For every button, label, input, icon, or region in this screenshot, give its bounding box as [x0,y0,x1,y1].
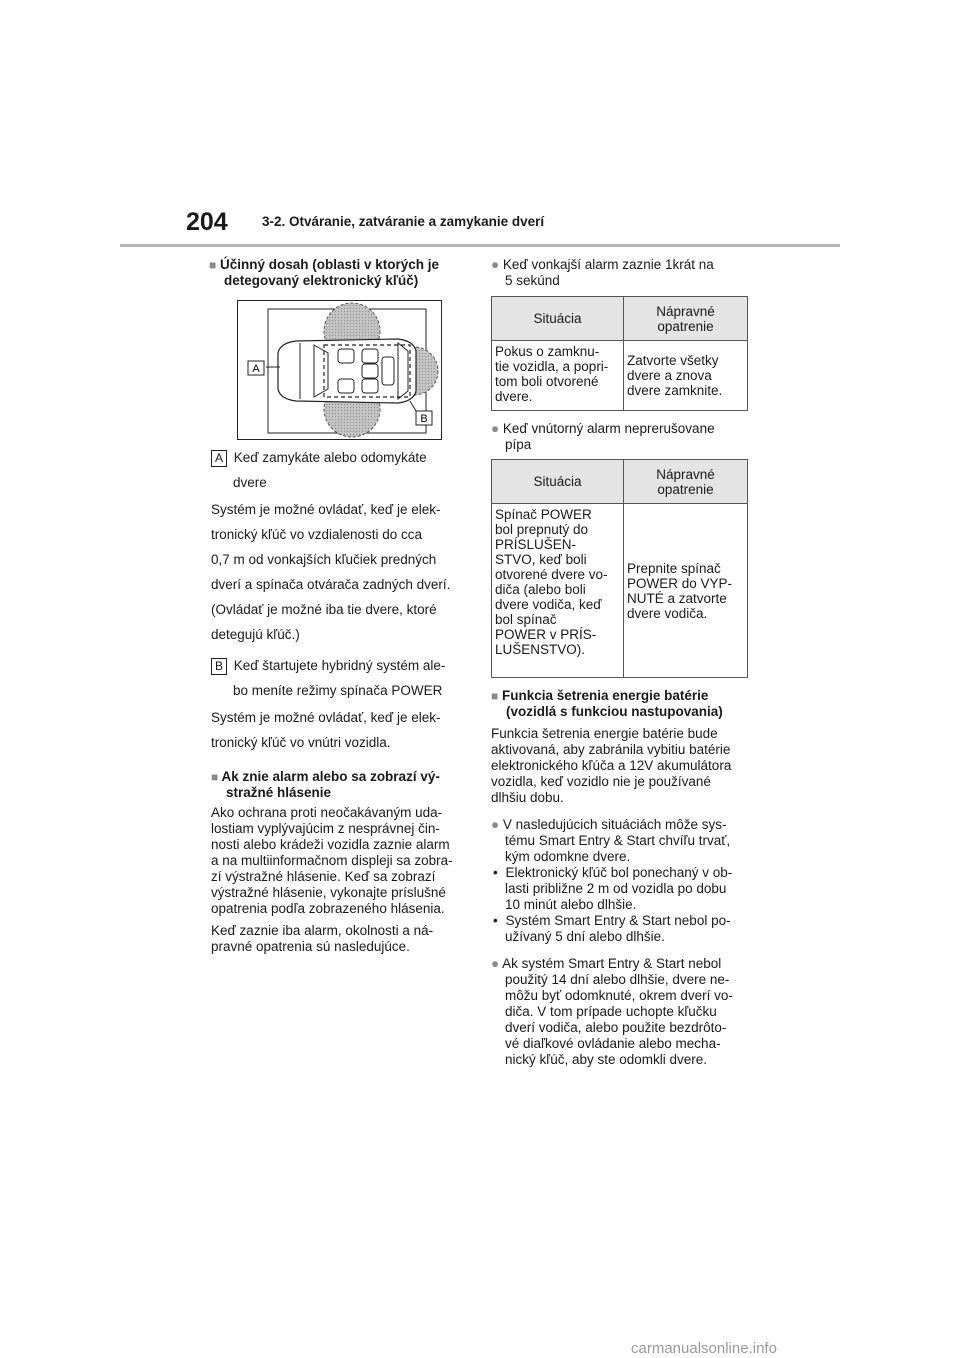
header-rule [120,244,840,247]
dash-item-not-used: • Systém Smart Entry & Start nebol po- užívaný 5 dní alebo dlhšie. [493,913,731,944]
car-top-view-diagram [238,301,441,439]
square-bullet-icon: ■ [209,258,217,272]
left-column [209,257,469,289]
table-header-remedy: Nápravné opatrenie [624,460,748,504]
circle-bullet-icon: ● [491,257,500,272]
item-a: A Keď zamykáte alebo odomykáte dvere [211,445,473,495]
item-b-body: Systém je možné ovládať, keď je elek- tronický kľúč vo vnútri vozidla. [211,710,441,750]
figure-label-b: B [420,413,428,425]
alarm-paragraph-2: Keď zaznie iba alarm, okolnosti a ná- pravné opatrenia sú nasledujúce. [211,923,434,954]
section-heading-range: ■ Účinný dosah (oblasti v ktorých je detegovaný elektronický kľúč) [209,257,440,288]
table-header-situation: Situácia [492,460,624,504]
dash-item-key-left: • Elektronický kľúč bol ponechaný v ob- lasti približne 2 m od vozidla po dobu 10 minút alebo dlhšie. [493,865,733,912]
dot-bullet-icon: • [493,913,498,928]
table-cell-remedy: Zatvorte všetky dvere a znova dvere zamknite. [624,341,748,411]
table-header-remedy: Nápravné opatrenie [624,297,748,341]
table-cell-remedy: Prepnite spínač POWER do VYP- NUTÉ a zatvorte dvere vodiča. [624,504,748,678]
page-number: 204 [186,208,228,236]
bullet-unlock-delay: ● V nasledujúcich situáciách môže sys- tému Smart Entry & Start chvíľu trvať, kým odomkne dvere. [491,817,731,864]
circle-bullet-icon: ● [491,956,500,971]
table-external-alarm [491,296,748,411]
square-bullet-icon: ■ [211,770,219,784]
alarm-paragraph: Ako ochrana proti neočakávaným uda- lostiam vyplývajúcim z nesprávnej čin- nosti alebo krádeži vozidla zaznie alarm a na multiinformačnom displeji sa zobra- zí výstražné hlásenie. Keď sa zobrazí výstražné hlásenie, vykonajte príslušné opatrenia podľa zobrazeného hlásenia. [211,805,453,916]
watermark: carmanualsonline.info [631,1340,777,1357]
label-b-box: B [211,658,227,675]
table-cell-situation: Spínač POWER bol prepnutý do PRÍSLUŠEN- STVO, keď boli otvorené dvere vo- diča (alebo boli dvere vodiča, keď bol spínač POWER v PRÍS- LUŠENSTVO). [492,504,624,678]
label-a-box: A [211,450,227,467]
table-internal-alarm [491,459,748,678]
bullet-14-days: ● Ak systém Smart Entry & Start nebol použitý 14 dní alebo dlhšie, dvere ne- môžu byť odomknuté, okrem dverí vo- diča. V tom prípade uchopte kľučku dverí vodiča, alebo použite bezdrôto- vé diaľkové ovládanie alebo mecha- nický kľúč, aby ste odomkli dvere. [491,956,733,1067]
battery-paragraph: Funkcia šetrenia energie batérie bude aktivovaná, aby zabránila vybitiu batérie elektronického kľúča a 12V akumulátora vozidla, keď vozidlo nie je používané dlhšiu dobu. [491,726,732,805]
square-bullet-icon: ■ [491,689,499,703]
figure-label-a: A [252,363,260,375]
right-column [491,257,753,1068]
bullet-external-alarm: ● Keď vonkajší alarm zaznie 1krát na 5 sekúnd [491,257,714,288]
section-heading-alarm: ■ Ak znie alarm alebo sa zobrazí vý- stražné hlásenie [211,769,440,800]
table-cell-situation: Pokus o zamknu- tie vozidla, a popri- tom boli otvorené dvere. [492,341,624,411]
section-heading-battery: ■ Funkcia šetrenia energie batérie (vozidlá s funkciou nastupovania) [491,688,723,719]
circle-bullet-icon: ● [491,817,500,832]
key-range-figure [237,300,442,440]
dot-bullet-icon: • [493,865,498,880]
bullet-internal-alarm: ● Keď vnútorný alarm neprerušovane pípa [491,421,715,452]
item-a-body: Systém je možné ovládať, keď je elek- tronický kľúč vo vzdialenosti do cca 0,7 m od vonkajších kľučiek predných dverí a spínača otvárača zadných dverí. (Ovládať je možné iba tie dvere, ktoré detegujú kľúč.) [211,502,451,642]
chapter-title: 3-2. Otváranie, zatváranie a zamykanie dverí [262,214,545,229]
left-column-body [211,445,473,955]
circle-bullet-icon: ● [491,421,500,436]
item-b: B Keď štartujete hybridný systém ale- bo meníte režimy spínača POWER [211,653,473,703]
table-header-situation: Situácia [492,297,624,341]
